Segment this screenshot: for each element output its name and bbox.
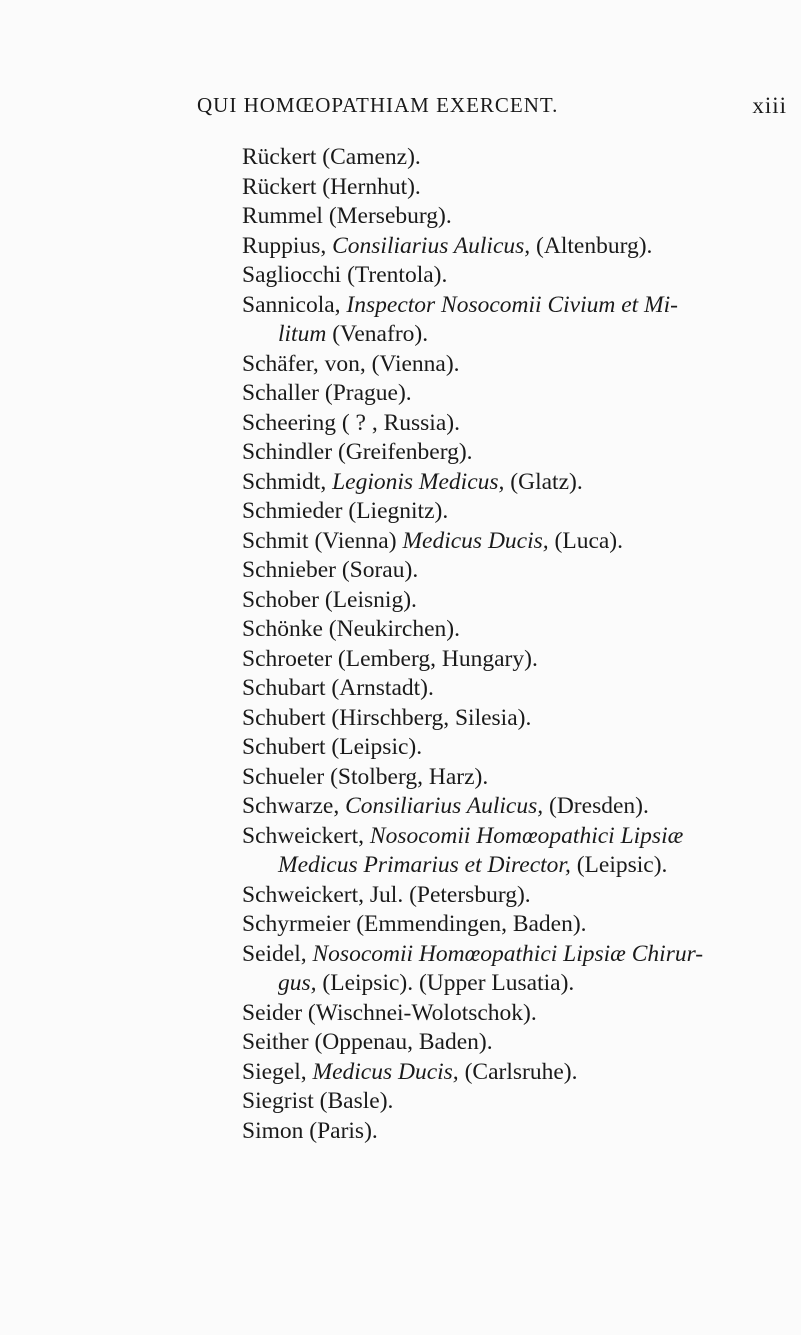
entry-text: Schindler (Greifenberg).	[242, 439, 473, 465]
entry-text: Seider (Wischnei-Wolotschok).	[242, 999, 537, 1026]
entry-text: Schmieder (Liegnitz).	[242, 498, 449, 524]
entry-line	[242, 762, 488, 792]
entry-text: Schubart (Arnstadt).	[242, 675, 434, 701]
entry-text: (Carlsruhe).	[458, 1058, 578, 1085]
entry-text: Schäfer, von, (Vienna).	[242, 350, 460, 377]
entry-line	[242, 290, 678, 320]
entry-text: Schmit (Vienna)	[242, 527, 403, 554]
entry-text: Schwarze,	[242, 793, 346, 819]
entry-line	[242, 703, 531, 733]
entry-line	[242, 585, 417, 615]
entry-italic-text: Medicus Ducis,	[402, 527, 549, 554]
entry-italic-text: gus,	[278, 970, 317, 996]
entry-text: Rückert (Hernhut).	[242, 173, 421, 200]
running-title: QUI HOMŒOPATHIAM EXERCENT.	[197, 93, 559, 117]
entry-italic-text: Inspector Nosocomii Civium et Mi-	[346, 291, 678, 318]
entry-text: Schönke (Neukirchen).	[242, 616, 460, 642]
entry-text: Ruppius,	[242, 232, 333, 259]
entry-line	[242, 231, 652, 261]
entry-text: Sannicola,	[242, 291, 347, 318]
entry-text: Schubert (Hirschberg, Silesia).	[242, 704, 532, 731]
entry-italic-text: Medicus Ducis,	[312, 1058, 459, 1085]
entry-text: Schaller (Prague).	[242, 380, 412, 406]
entry-line	[242, 496, 448, 526]
entry-line	[242, 349, 460, 379]
entry-line	[242, 791, 649, 821]
entry-text: (Altenburg).	[530, 232, 653, 259]
entry-text: Scheering ( ? , Russia).	[242, 409, 460, 436]
entry-text: (Luca).	[548, 527, 624, 554]
entry-line	[242, 939, 703, 969]
entry-text: (Leipsic).	[570, 852, 668, 878]
entry-continuation-line	[278, 968, 574, 998]
entry-text: Sagliocchi (Trentola).	[242, 262, 448, 288]
entry-text: Schober (Leisnig).	[242, 586, 417, 613]
entry-line	[242, 909, 587, 939]
entry-italic-text: Medicus Primarius et Director,	[278, 852, 571, 878]
entry-text: Schnieber (Sorau).	[242, 557, 419, 583]
entry-text: Schweickert, Jul. (Petersburg).	[242, 881, 531, 908]
entry-line	[242, 201, 452, 231]
entry-line	[242, 614, 460, 644]
entry-line	[242, 1116, 378, 1146]
entry-italic-text: Consiliarius Aulicus,	[332, 232, 531, 259]
running-head	[197, 93, 787, 123]
entry-line	[242, 1027, 493, 1057]
entry-text: (Venafro).	[326, 321, 429, 347]
page-number: xiii	[752, 93, 787, 118]
entry-text: Rummel (Merseburg).	[242, 203, 452, 229]
entry-text: Seither (Oppenau, Baden).	[242, 1029, 493, 1055]
entry-line	[242, 142, 421, 172]
entry-line	[242, 555, 418, 585]
entry-text: Siegel,	[242, 1058, 313, 1085]
entry-line	[242, 467, 583, 497]
entry-line	[242, 172, 421, 202]
entry-italic-text: Nosocomii Homœopathici Lipsiæ Chirur-	[312, 940, 704, 967]
entry-line	[242, 673, 434, 703]
entry-text: Rückert (Camenz).	[242, 144, 421, 170]
entry-line	[242, 732, 422, 762]
entry-text: Simon (Paris).	[242, 1117, 378, 1144]
entry-line	[242, 437, 473, 467]
entry-line	[242, 408, 460, 438]
entry-text: Schweickert,	[242, 822, 370, 849]
entry-continuation-line	[278, 319, 428, 349]
entry-line	[242, 1057, 577, 1087]
entry-text: Schyrmeier (Emmendingen, Baden).	[242, 911, 587, 937]
entry-line	[242, 821, 683, 851]
entry-italic-text: Legionis Medicus,	[332, 468, 505, 495]
entry-text: Seidel,	[242, 940, 313, 967]
entry-line	[242, 526, 623, 556]
entry-italic-text: Nosocomii Homœopathici Lipsiæ	[369, 822, 684, 849]
entry-text: Schmidt,	[242, 468, 333, 495]
entry-line	[242, 378, 412, 408]
entry-text: (Dresden).	[543, 793, 649, 819]
entry-continuation-line	[278, 850, 667, 880]
entry-text: (Glatz).	[504, 468, 583, 495]
entry-line	[242, 880, 531, 910]
entry-text: (Leipsic). (Upper Lusatia).	[316, 970, 575, 996]
entry-line	[242, 644, 538, 674]
entry-text: Siegrist (Basle).	[242, 1088, 394, 1114]
entry-italic-text: litum	[278, 321, 327, 347]
entry-text: Schroeter (Lemberg, Hungary).	[242, 645, 538, 672]
entry-text: Schueler (Stolberg, Harz).	[242, 763, 489, 790]
entry-line	[242, 1086, 393, 1116]
entry-line	[242, 260, 447, 290]
entry-italic-text: Consiliarius Aulicus,	[345, 793, 544, 819]
entry-line	[242, 998, 537, 1028]
entry-text: Schubert (Leipsic).	[242, 734, 423, 760]
